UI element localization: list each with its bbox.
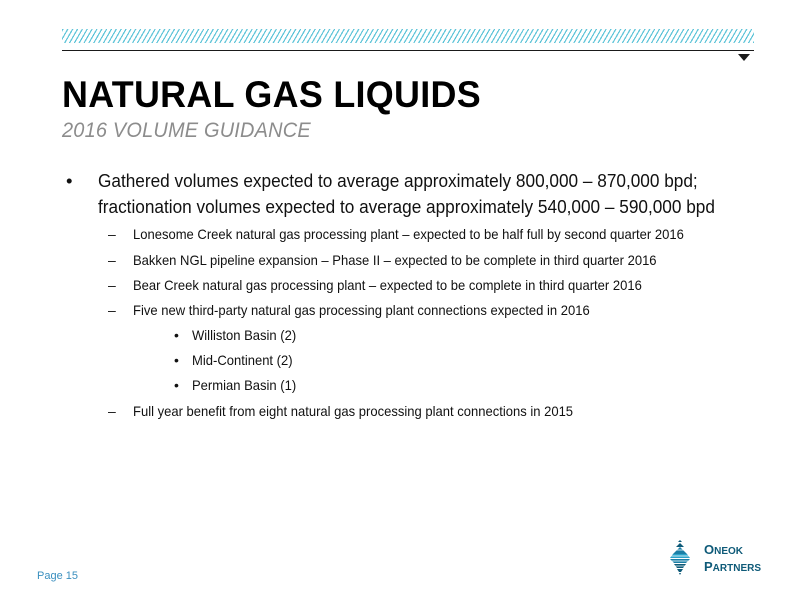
slide-title: NATURAL GAS LIQUIDS (62, 74, 481, 115)
slide-subtitle: 2016 VOLUME GUIDANCE (62, 119, 311, 142)
sub-sub-item-text: Permian Basin (1) (192, 377, 297, 393)
sub-sub-item-text: Mid-Continent (2) (192, 352, 293, 368)
decorative-hatch-band (62, 29, 754, 43)
page-number: Page 15 (37, 570, 78, 582)
bullet-icon: • (174, 352, 179, 368)
dash-icon: – (108, 277, 116, 293)
header-rule (62, 50, 754, 51)
dash-icon: – (108, 226, 116, 242)
dash-icon: – (108, 403, 116, 419)
main-bullet-text: Gathered volumes expected to average approximately 800,000 – 870,000 bpd; fractionation volumes expected to average approximately 540,000 – 590,000 bpd (98, 170, 715, 217)
dash-icon: – (108, 252, 116, 268)
sub-sub-item-text: Williston Basin (2) (192, 327, 297, 343)
logo-diamond-icon (660, 538, 700, 578)
sub-item-text: Lonesome Creek natural gas processing plant – expected to be half full by second quarter 2016 (133, 226, 684, 242)
bullet-icon: • (66, 170, 73, 191)
dash-icon: – (108, 302, 116, 318)
company-logo (660, 538, 770, 578)
triangle-down-icon (738, 54, 750, 61)
sub-item-text: Bear Creek natural gas processing plant – expected to be complete in third quarter 2016 (133, 277, 642, 293)
bullet-icon: • (174, 377, 179, 393)
bullet-icon: • (174, 327, 179, 343)
sub-item-text: Full year benefit from eight natural gas processing plant connections in 2015 (133, 403, 574, 419)
logo-wordmark: ONEOK PARTNERS (704, 542, 762, 574)
sub-item-text: Five new third-party natural gas processing plant connections expected in 2016 (133, 302, 590, 318)
sub-item-text: Bakken NGL pipeline expansion – Phase II – expected to be complete in third quarter 2016 (133, 252, 657, 268)
